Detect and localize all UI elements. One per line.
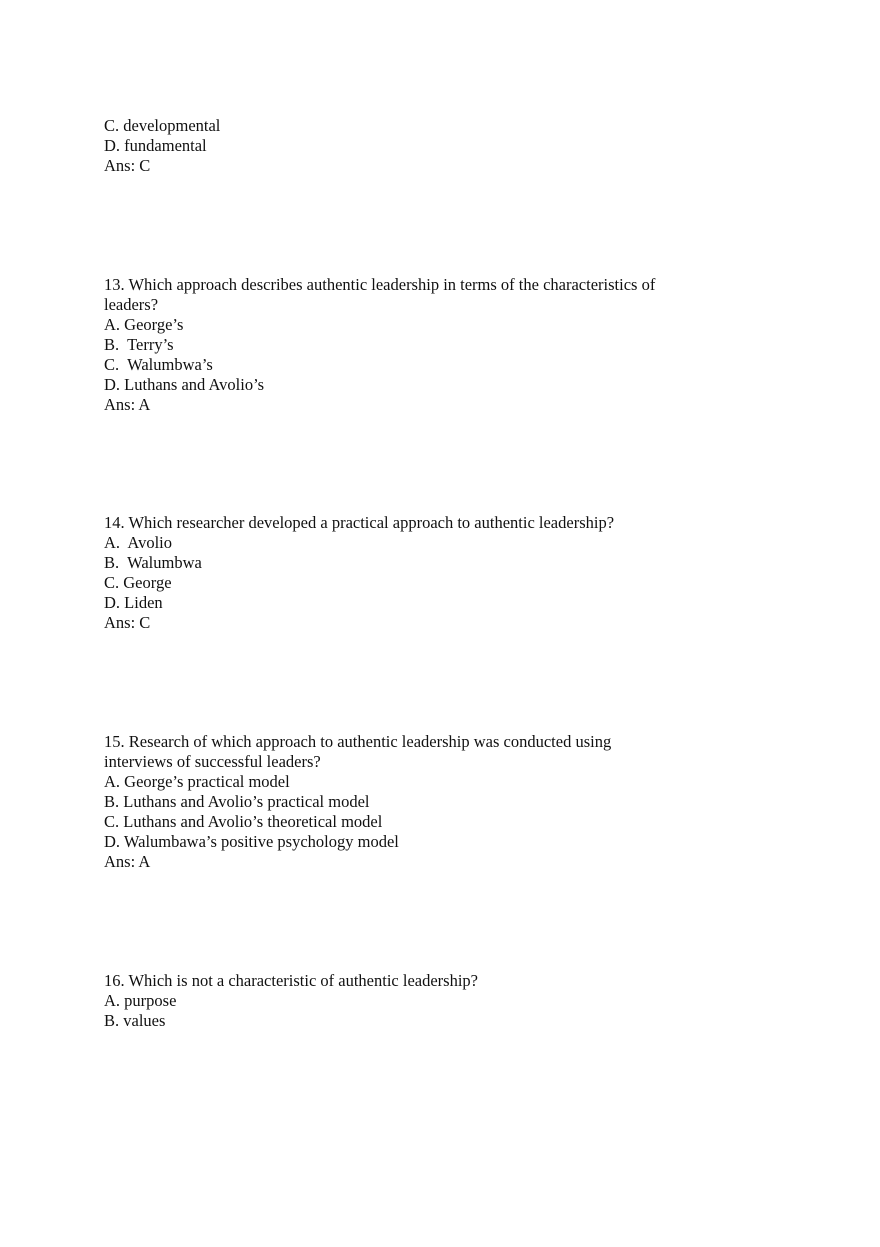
option-d: D. Luthans and Avolio’s	[104, 375, 265, 394]
question-text-continued: interviews of successful leaders?	[104, 752, 321, 771]
option-b: B. values	[104, 1011, 166, 1030]
question-14	[104, 513, 704, 633]
option-a: A. George’s	[104, 315, 184, 334]
option-c: C. Luthans and Avolio’s theoretical model	[104, 812, 383, 831]
option-b: B. Walumbwa	[104, 553, 202, 572]
question-text-continued: leaders?	[104, 295, 159, 314]
question-12-fragment	[104, 116, 704, 176]
option-d: D. Liden	[104, 593, 163, 612]
option-b: B. Terry’s	[104, 335, 174, 354]
option-d: D. Walumbawa’s positive psychology model	[104, 832, 399, 851]
question-text: 14. Which researcher developed a practical approach to authentic leadership?	[104, 513, 615, 532]
option-a: A. Avolio	[104, 533, 172, 552]
option-c: C. George	[104, 573, 172, 592]
question-16	[104, 971, 704, 1031]
question-15	[104, 732, 704, 872]
question-text: 13. Which approach describes authentic leadership in terms of the characteristics of	[104, 275, 656, 294]
option-a: A. purpose	[104, 991, 177, 1010]
answer: Ans: C	[104, 613, 151, 632]
option-d: D. fundamental	[104, 136, 207, 155]
option-b: B. Luthans and Avolio’s practical model	[104, 792, 370, 811]
question-13	[104, 275, 704, 415]
answer: Ans: A	[104, 395, 151, 414]
answer: Ans: C	[104, 156, 151, 175]
option-c: C. Walumbwa’s	[104, 355, 213, 374]
option-c: C. developmental	[104, 116, 221, 135]
question-text: 15. Research of which approach to authentic leadership was conducted using	[104, 732, 612, 751]
option-a: A. George’s practical model	[104, 772, 290, 791]
question-text: 16. Which is not a characteristic of authentic leadership?	[104, 971, 479, 990]
answer: Ans: A	[104, 852, 151, 871]
